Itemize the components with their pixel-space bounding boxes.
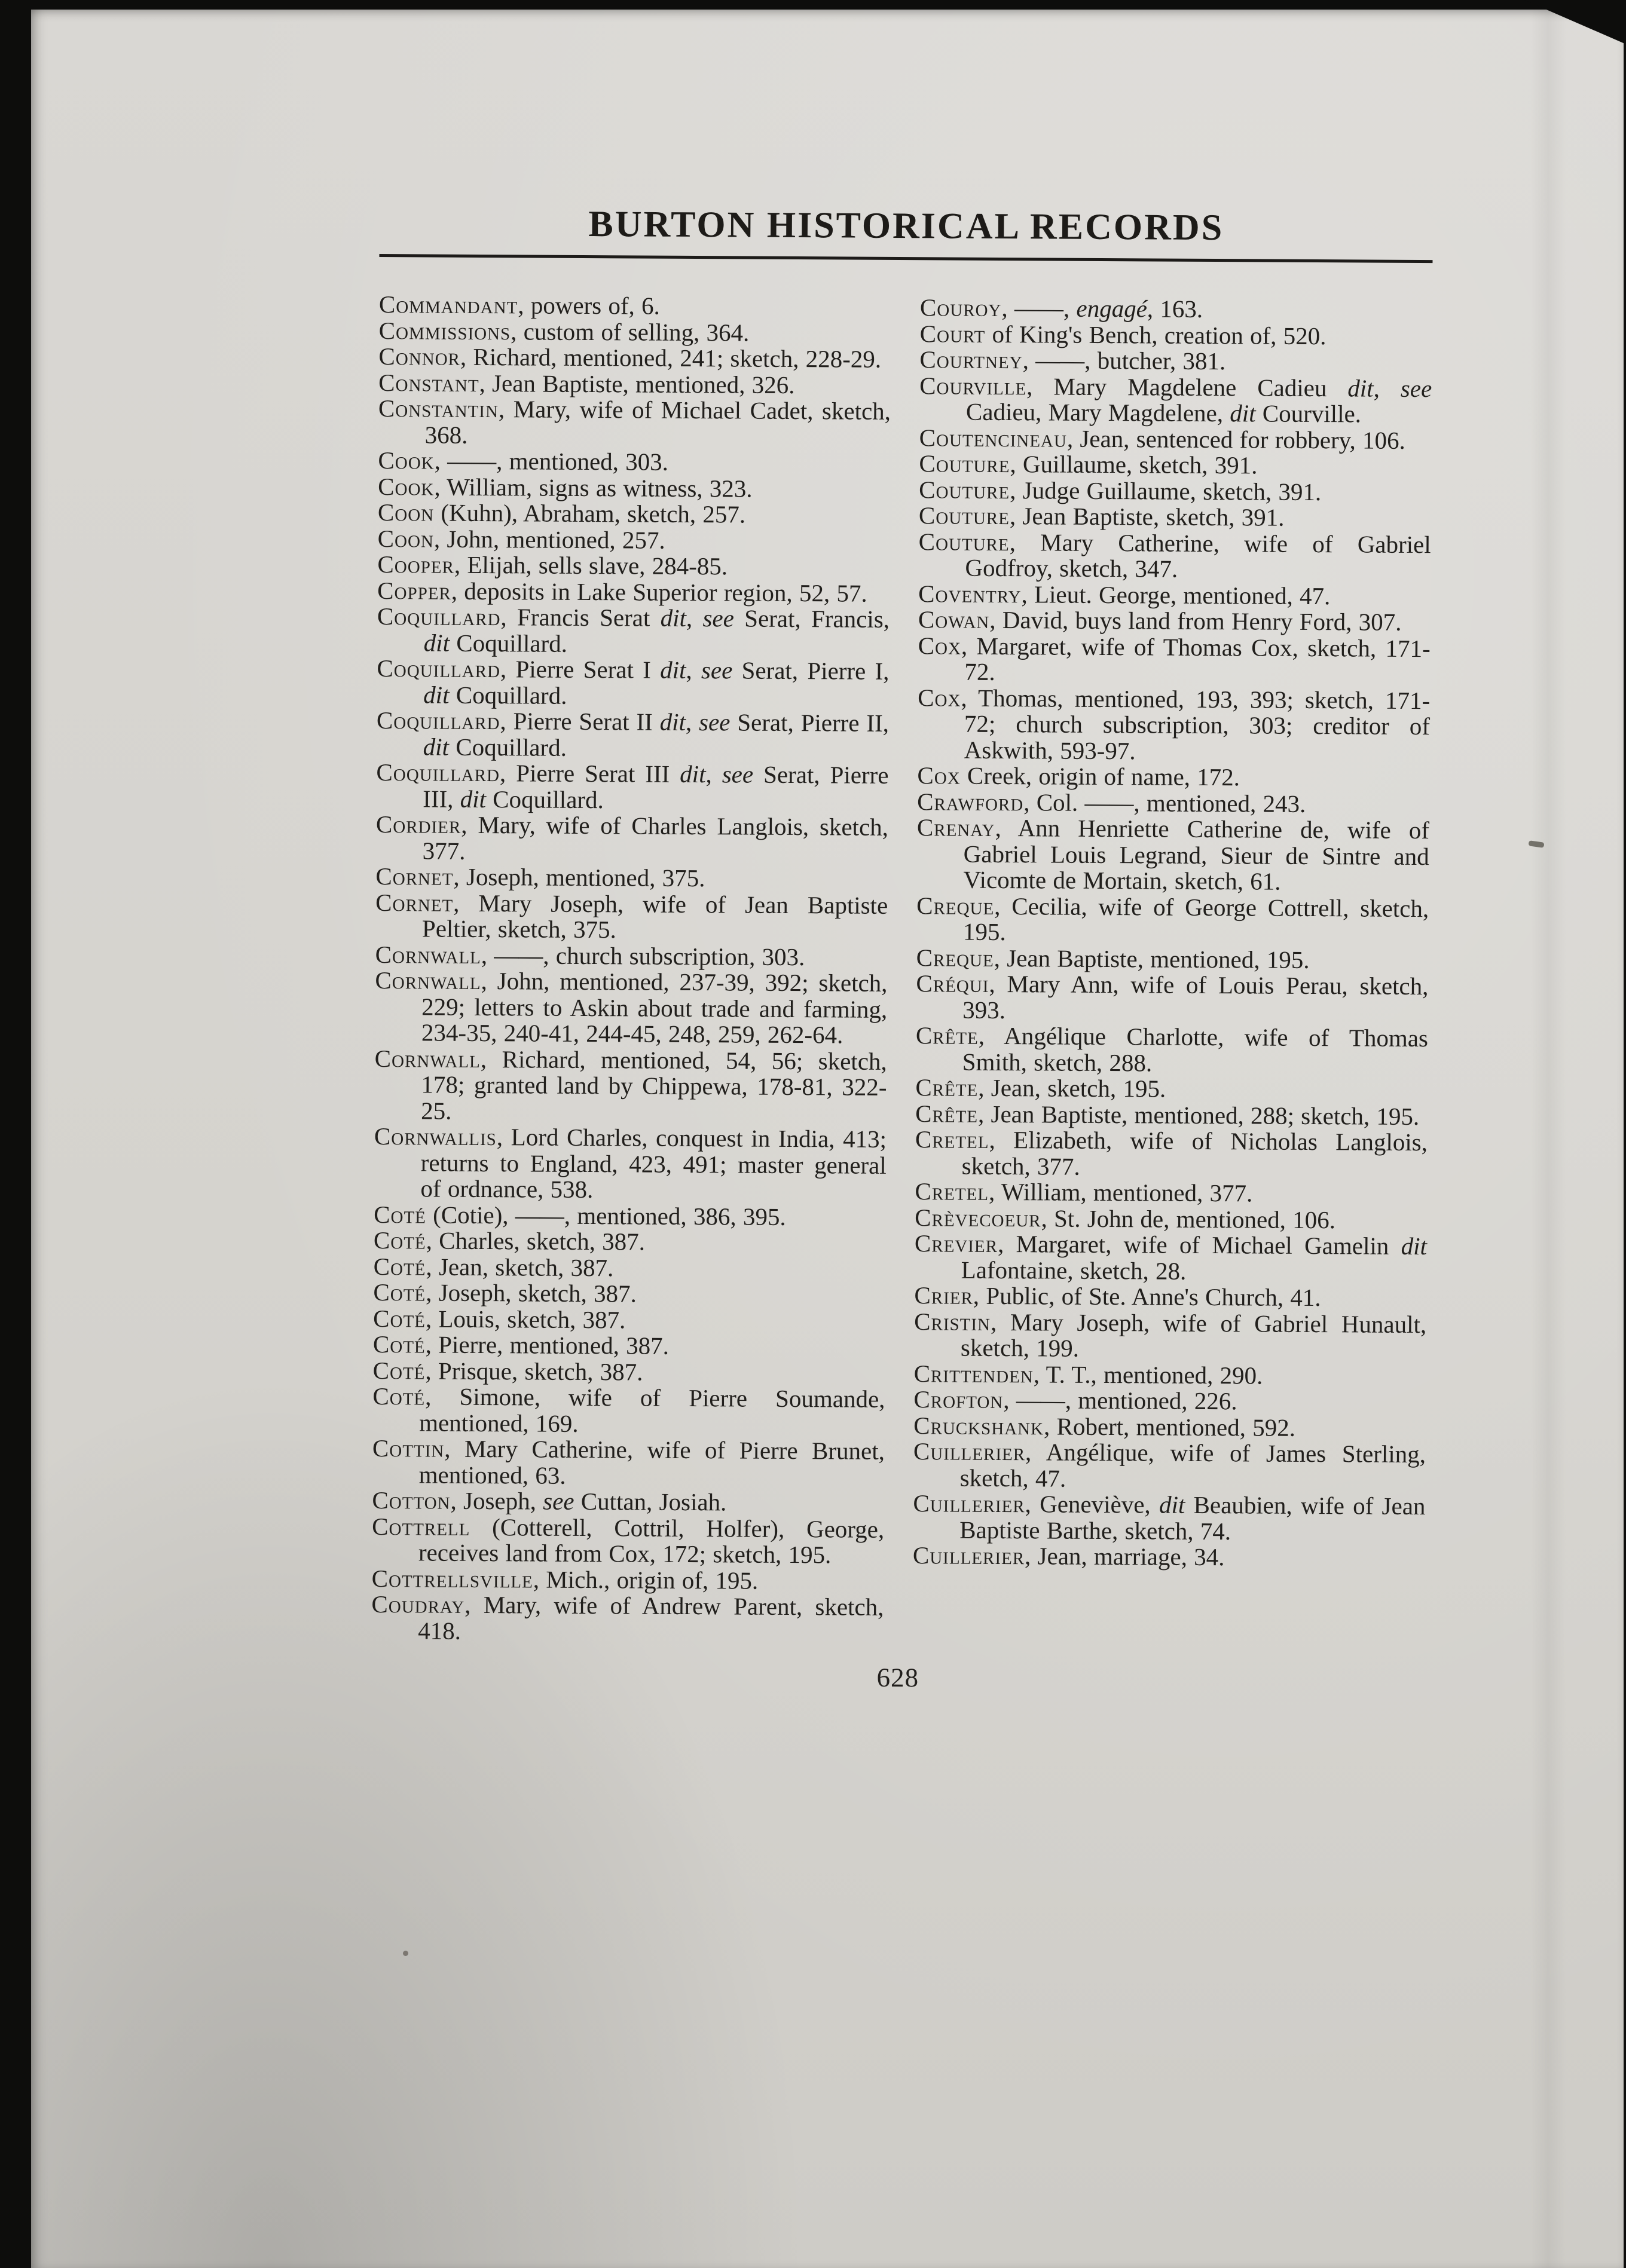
- index-entry: Crête, Jean Baptiste, mentioned, 288; sketch, 195.: [915, 1099, 1420, 1130]
- index-entry: Cretel, William, mentioned, 377.: [915, 1177, 1253, 1207]
- index-entry: Creque, Cecilia, wife of George Cottrell, sketch, 195.: [916, 891, 1429, 946]
- index-entry: Commissions, custom of selling, 364.: [378, 316, 750, 347]
- index-entry: Crofton, ——, mentioned, 226.: [913, 1385, 1237, 1415]
- index-entry: Cowan, David, buys land from Henry Ford, 307.: [918, 605, 1402, 636]
- index-entry: Couroy, ——, engagé, 163.: [919, 293, 1203, 323]
- index-entry: Crier, Public, of Ste. Anne's Church, 41.: [914, 1281, 1321, 1312]
- index-entry: Court of King's Bench, creation of, 520.: [919, 319, 1327, 350]
- page-number: 628: [876, 1662, 919, 1693]
- index-entry: Coté, Jean, sketch, 387.: [373, 1252, 614, 1281]
- index-entry: Cook, ——, mentioned, 303.: [378, 446, 669, 476]
- header-rule: [379, 254, 1432, 263]
- index-entry: Cottrell (Cotterell, Cottril, Holfer), George, receives land from Cox, 172; sketch, 195.: [372, 1512, 885, 1569]
- index-entry: Coutencineau, Jean, sentenced for robbery, 106.: [919, 423, 1405, 454]
- paper-crease: [1530, 10, 1566, 2268]
- page-content: [371, 202, 1433, 1696]
- index-entry: Cordier, Mary, wife of Charles Langlois, sketch, 377.: [375, 810, 889, 865]
- index-entry: Cornet, Mary Joseph, wife of Jean Baptiste Peltier, sketch, 375.: [375, 888, 888, 944]
- index-entry: Cornwallis, Lord Charles, conquest in India, 413; returns to England, 423, 491; master general of ordnance, 538.: [374, 1122, 887, 1204]
- index-entry: Crittenden, T. T., mentioned, 290.: [913, 1359, 1263, 1389]
- index-entry: Cuillerier, Jean, marriage, 34.: [912, 1541, 1225, 1571]
- index-entry: Cox, Margaret, wife of Thomas Cox, sketch, 171-72.: [918, 631, 1431, 685]
- index-entry: Crenay, Ann Henriette Catherine de, wife of Gabriel Louis Legrand, Sieur de Sintre and Vicomte de Mortain, sketch, 61.: [916, 813, 1430, 895]
- index-entry: Cornwall, Richard, mentioned, 54, 56; sketch, 178; granted land by Chippewa, 178-81, 322-25.: [374, 1044, 887, 1125]
- index-entry: Cuillerier, Angélique, wife of James Sterling, sketch, 47.: [913, 1437, 1426, 1492]
- index-entry: Cretel, Elizabeth, wife of Nicholas Langlois, sketch, 377.: [915, 1125, 1428, 1180]
- index-entry: Coté (Cotie), ——, mentioned, 386, 395.: [374, 1200, 786, 1231]
- index-column-right: [912, 295, 1432, 1649]
- scanned-page: [31, 10, 1624, 2268]
- index-entry: Creque, Jean Baptiste, mentioned, 195.: [916, 943, 1310, 974]
- index-entry: Cottrellsville, Mich., origin of, 195.: [371, 1564, 759, 1594]
- index-entry: Couture, Judge Guillaume, sketch, 391.: [919, 475, 1322, 506]
- index-entry: Cottin, Mary Catherine, wife of Pierre Brunet, mentioned, 63.: [372, 1434, 885, 1489]
- index-entry: Coudray, Mary, wife of Andrew Parent, sketch, 418.: [371, 1590, 884, 1645]
- index-entry: Cornwall, ——, church subscription, 303.: [375, 940, 805, 971]
- page-header-title: BURTON HISTORICAL RECORDS: [588, 204, 1224, 249]
- index-entry: Coquillard, Francis Serat dit, see Serat, Francis, dit Coquillard.: [377, 602, 890, 657]
- index-entry: Cox, Thomas, mentioned, 193, 393; sketch, 171-72; church subscription, 303; creditor of Askwith, 593-97.: [918, 683, 1431, 764]
- index-entry: Couture, Mary Catherine, wife of Gabriel Godfroy, sketch, 347.: [918, 527, 1431, 583]
- index-entry: Cooper, Elijah, sells slave, 284-85.: [377, 550, 728, 580]
- index-entry: Cox Creek, origin of name, 172.: [917, 761, 1240, 791]
- index-entry: Crawford, Col. ——, mentioned, 243.: [917, 787, 1306, 818]
- index-entry: Cuillerier, Geneviève, dit Beaubien, wife of Jean Baptiste Barthe, sketch, 74.: [913, 1489, 1426, 1545]
- index-entry: Cook, William, signs as witness, 323.: [378, 472, 753, 503]
- index-entry: Crête, Jean, sketch, 195.: [915, 1073, 1166, 1103]
- index-entry: Coon, John, mentioned, 257.: [377, 524, 665, 554]
- ink-dot: [403, 1951, 408, 1956]
- index-entry: Coté, Pierre, mentioned, 387.: [372, 1330, 670, 1360]
- index-entry: Coon (Kuhn), Abraham, sketch, 257.: [377, 498, 746, 528]
- index-entry: Coté, Joseph, sketch, 387.: [373, 1278, 637, 1308]
- index-entry: Cornwall, John, mentioned, 237-39, 392; sketch, 229; letters to Askin about trade and farming, 234-35, 240-41, 244-45, 248, 259, 262-64.: [375, 966, 888, 1049]
- index-entry: Coquillard, Pierre Serat I dit, see Serat, Pierre I, dit Coquillard.: [377, 654, 890, 709]
- index-entry: Crevier, Margaret, wife of Michael Gamelin dit Lafontaine, sketch, 28.: [914, 1229, 1428, 1285]
- index-entry: Crête, Angélique Charlotte, wife of Thomas Smith, sketch, 288.: [915, 1021, 1429, 1076]
- index-entry: Couture, Guillaume, sketch, 391.: [919, 449, 1258, 479]
- index-entry: Commandant, powers of, 6.: [378, 290, 661, 320]
- index-entry: Coté, Louis, sketch, 387.: [373, 1304, 626, 1333]
- index-column-left: [371, 292, 891, 1646]
- index-entry: Cornet, Joseph, mentioned, 375.: [375, 862, 705, 892]
- index-entry: Coté, Simone, wife of Pierre Soumande, mentioned, 169.: [372, 1382, 885, 1437]
- index-entry: Copper, deposits in Lake Superior region, 52, 57.: [377, 576, 867, 607]
- index-entry: Courville, Mary Magdelene Cadieu dit, see Cadieu, Mary Magdelene, dit Courville.: [919, 371, 1432, 428]
- index-entry: Coventry, Lieut. George, mentioned, 47.: [918, 579, 1331, 610]
- index-entry: Coquillard, Pierre Serat III dit, see Serat, Pierre III, dit Coquillard.: [376, 758, 889, 813]
- index-entry: Constant, Jean Baptiste, mentioned, 326.: [378, 368, 795, 399]
- index-entry: Cruckshank, Robert, mentioned, 592.: [913, 1411, 1296, 1441]
- index-entry: Crèvecoeur, St. John de, mentioned, 106.: [915, 1203, 1336, 1234]
- index-entry: Courtney, ——, butcher, 381.: [919, 345, 1226, 375]
- index-entry: Créqui, Mary Ann, wife of Louis Perau, sketch, 393.: [916, 969, 1429, 1024]
- index-entry: Cristin, Mary Joseph, wife of Gabriel Hunault, sketch, 199.: [914, 1307, 1427, 1362]
- index-entry: Coté, Prisque, sketch, 387.: [372, 1356, 643, 1386]
- index-columns: [371, 292, 1432, 1649]
- index-entry: Couture, Jean Baptiste, sketch, 391.: [918, 501, 1285, 531]
- index-entry: Coté, Charles, sketch, 387.: [373, 1226, 646, 1256]
- index-entry: Coquillard, Pierre Serat II dit, see Serat, Pierre II, dit Coquillard.: [376, 706, 890, 761]
- index-entry: Connor, Richard, mentioned, 241; sketch, 228-29.: [378, 342, 882, 373]
- index-entry: Constantin, Mary, wife of Michael Cadet, sketch, 368.: [378, 394, 891, 449]
- index-entry: Cotton, Joseph, see Cuttan, Josiah.: [372, 1486, 727, 1516]
